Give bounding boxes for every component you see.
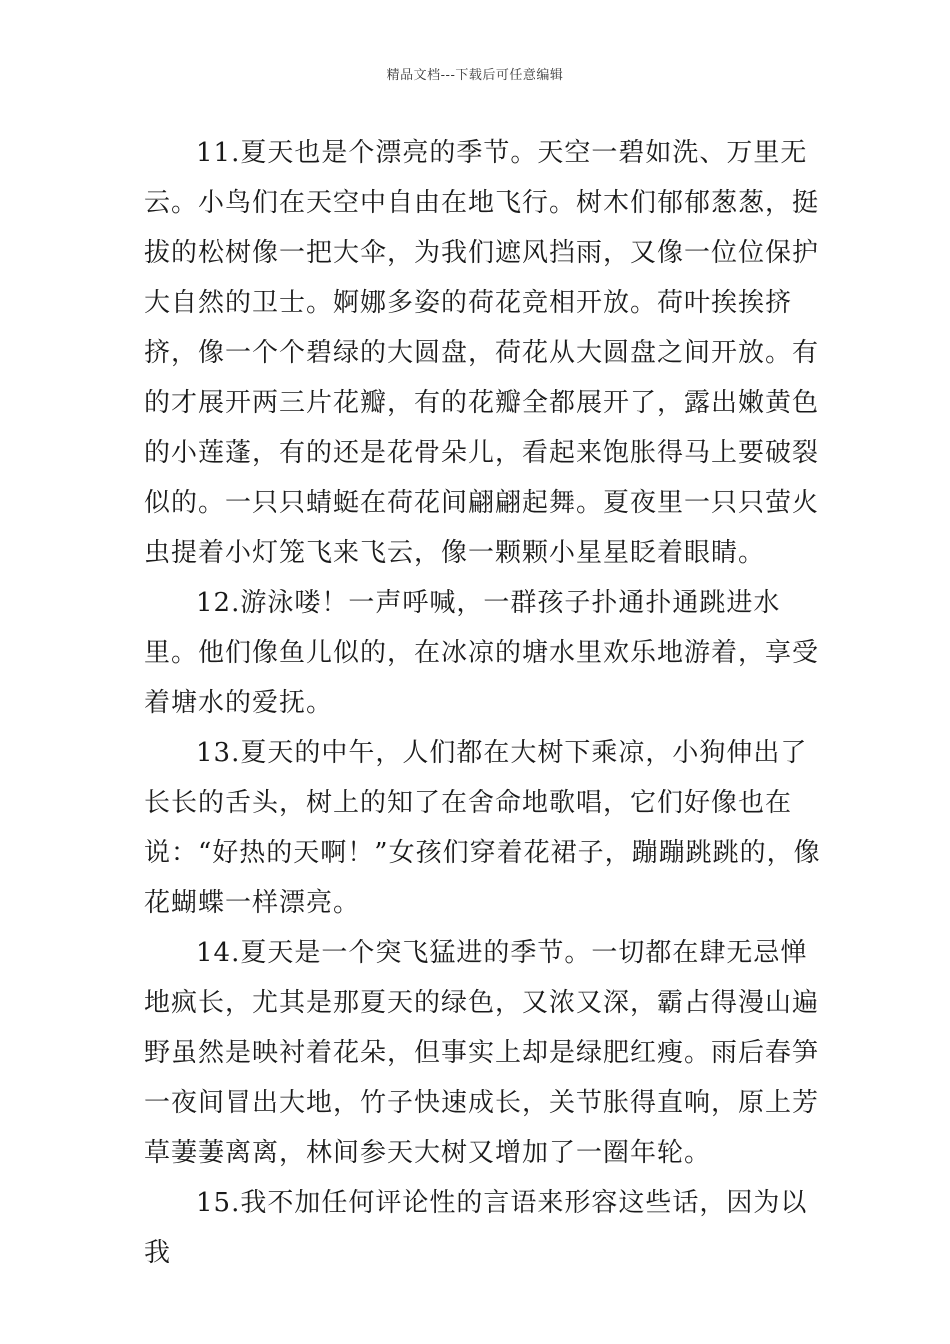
paragraph-15: 15.我不加任何评论性的言语来形容这些话，因为以我 xyxy=(144,1188,808,1268)
paragraph-11: 11.夏天也是个漂亮的季节。天空一碧如洗、万里无云。小鸟们在天空中自由在地飞行。树木们郁郁葱葱，挺拔的松树像一把大伞，为我们遮风挡雨，又像一位位保护大自然的卫士。婀娜多姿的荷花竞相开放。荷叶挨挨挤挤，像一个个碧绿的大圆盘，荷花从大圆盘之间开放。有的才展开两三片花瓣，有的花瓣全都展开了，露出嫩黄色的小莲蓬，有的还是花骨朵儿，看起来饱胀得马上要破裂似的。一只只蜻蜓在荷花间翩翩起舞。夏夜里一只只萤火虫提着小灯笼飞来飞云，像一颗颗小星星眨着眼睛。 xyxy=(144,138,820,568)
paragraph-12: 12.游泳喽！一声呼喊，一群孩子扑通扑通跳进水里。他们像鱼儿似的，在冰凉的塘水里欢乐地游着，享受着塘水的爱抚。 xyxy=(144,588,820,718)
document-body xyxy=(144,128,834,1278)
paragraph-14: 14.夏天是一个突飞猛进的季节。一切都在肆无忌惮地疯长，尤其是那夏天的绿色，又浓又深，霸占得漫山遍野虽然是映衬着花朵，但事实上却是绿肥红瘦。雨后春笋一夜间冒出大地，竹子快速成长，关节胀得直响，原上芳草萋萋离离，林间参天大树又增加了一圈年轮。 xyxy=(144,938,820,1168)
page-header: 精品文档---下载后可任意编辑 xyxy=(386,68,564,83)
paragraph-13: 13.夏天的中午，人们都在大树下乘凉，小狗伸出了长长的舌头，树上的知了在舍命地歌唱，它们好像也在说：“好热的天啊！”女孩们穿着花裙子，蹦蹦跳跳的，像花蝴蝶一样漂亮。 xyxy=(144,738,821,918)
